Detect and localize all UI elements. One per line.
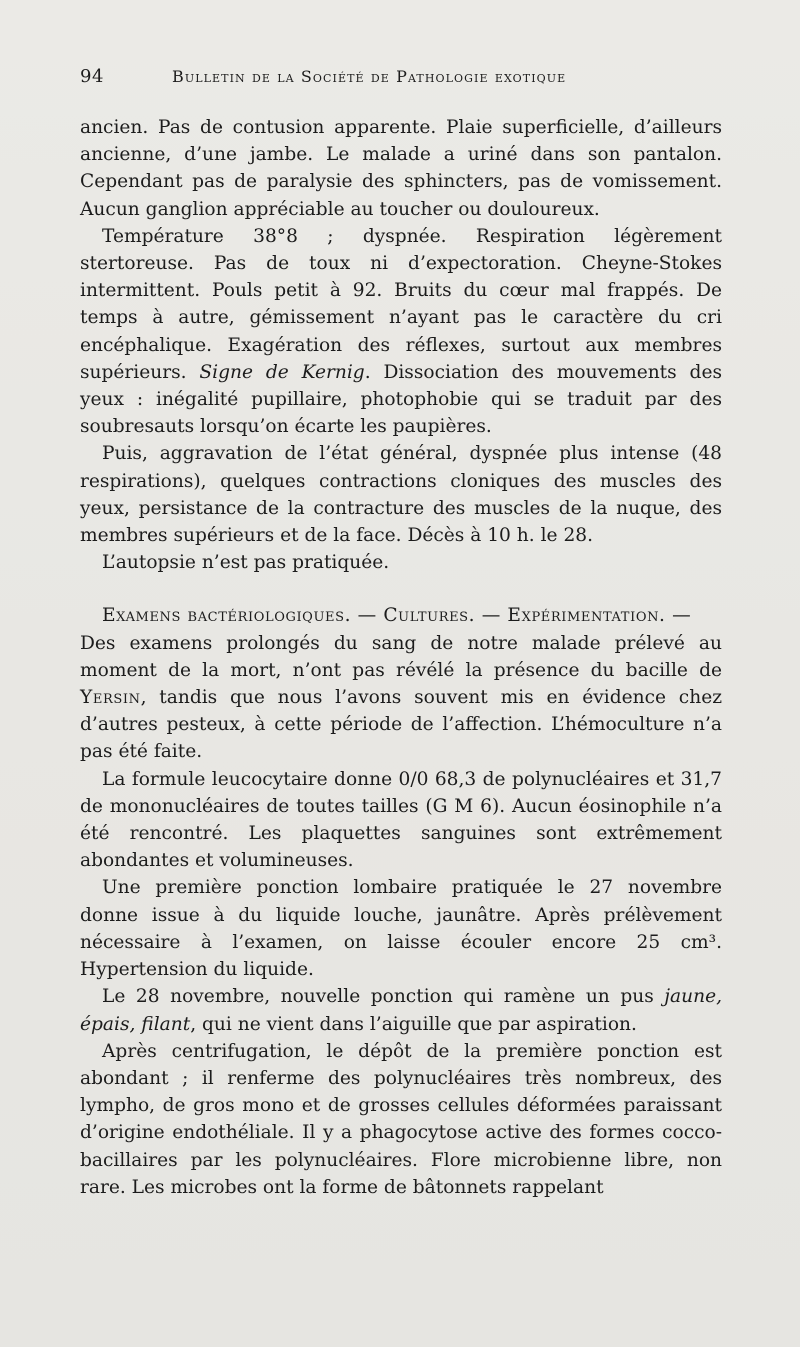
paragraph-2-italic: Signe de Kernig (199, 361, 365, 383)
paragraph-5 (80, 630, 722, 766)
section-heading: Examens bactériologiques. — Cultures. — Expérimentation. — (102, 605, 692, 627)
paragraph-8-italic: jaune, épais, filant (80, 986, 722, 1035)
paragraph-1: ancien. Pas de contusion apparente. Plaie superficielle, d’ailleurs ancienne, d’une jambe. Le malade a uriné dans son pantalon. Cependant pas de paralysie des sphincters, pas de vomissement. Aucun ganglion appréciable au toucher ou douloureux. (80, 117, 722, 220)
paragraph-4: L’autopsie n’est pas pratiquée. (102, 552, 390, 574)
page-header (80, 66, 720, 90)
paragraph-2 (80, 223, 722, 441)
paragraph-2-text-a: Température 38°8 ; dyspnée. Respiration légèrement stertoreuse. Pas de toux ni d’expectoration. Cheyne-Stokes intermittent. Pouls petit à 92. Bruits du cœur mal frappés. De temps à autre, gémissement n’ayant pas le caractère du cri encéphalique. Exagération des réflexes, surtout aux membres supérieurs. (80, 225, 722, 383)
paragraph-3: Puis, aggravation de l’état général, dyspnée plus intense (48 respirations), quelques contractions cloniques des muscles des yeux, persistance de la contracture des muscles de la nuque, des membres supérieurs et de la face. Décès à 10 h. le 28. (80, 443, 722, 547)
page-number: 94 (80, 66, 104, 87)
paragraph-8-text-b: , qui ne vient dans l’aiguille que par aspiration. (190, 1013, 637, 1035)
paragraph-9: Après centrifugation, le dépôt de la première ponction est abondant ; il renferme des polynucléaires très nombreux, des lympho, de gros mono et de grosses cellules déformées paraissant d’origine endothéliale. Il y a phagocytose active des formes cocco-bacillaires par les polynucléaires. Flore microbienne libre, non rare. Les microbes ont la forme de bâtonnets rappelant (80, 1040, 722, 1198)
paragraph-8 (80, 983, 722, 1037)
paragraph-5-text-a: Des examens prolongés du sang de notre malade prélevé au moment de la mort, n’ont pas révélé la présence du bacille de (80, 632, 722, 681)
body-text (80, 114, 722, 1201)
paragraph-2-text-b: . Dissociation des mouvements des yeux : inégalité pupillaire, photophobie qui se traduit par des soubresauts lorsqu’on écarte les paupières. (80, 361, 722, 438)
paragraph-5-text-b: , tandis que nous l’avons souvent mis en évidence chez d’autres pesteux, à cette période de l’affection. L’hémoculture n’a pas été faite. (80, 687, 722, 763)
paragraph-5-name: Yersin (80, 687, 141, 709)
paragraph-6: La formule leucocytaire donne 0/0 68,3 de polynucléaires et 31,7 de mononucléaires de toutes tailles (G M 6). Aucun éosinophile n’a été rencontré. Les plaquettes sanguines sont extrêmement abondantes et volumineuses. (80, 768, 722, 872)
paragraph-7: Une première ponction lombaire pratiquée le 27 novembre donne issue à du liquide louche, jaunâtre. Après prélèvement nécessaire à l’examen, on laisse écouler encore 25 cm³. Hypertension du liquide. (80, 877, 722, 981)
paragraph-8-text-a: Le 28 novembre, nouvelle ponction qui ramène un pus (102, 986, 665, 1008)
running-title: Bulletin de la Société de Pathologie exotique (172, 67, 567, 86)
